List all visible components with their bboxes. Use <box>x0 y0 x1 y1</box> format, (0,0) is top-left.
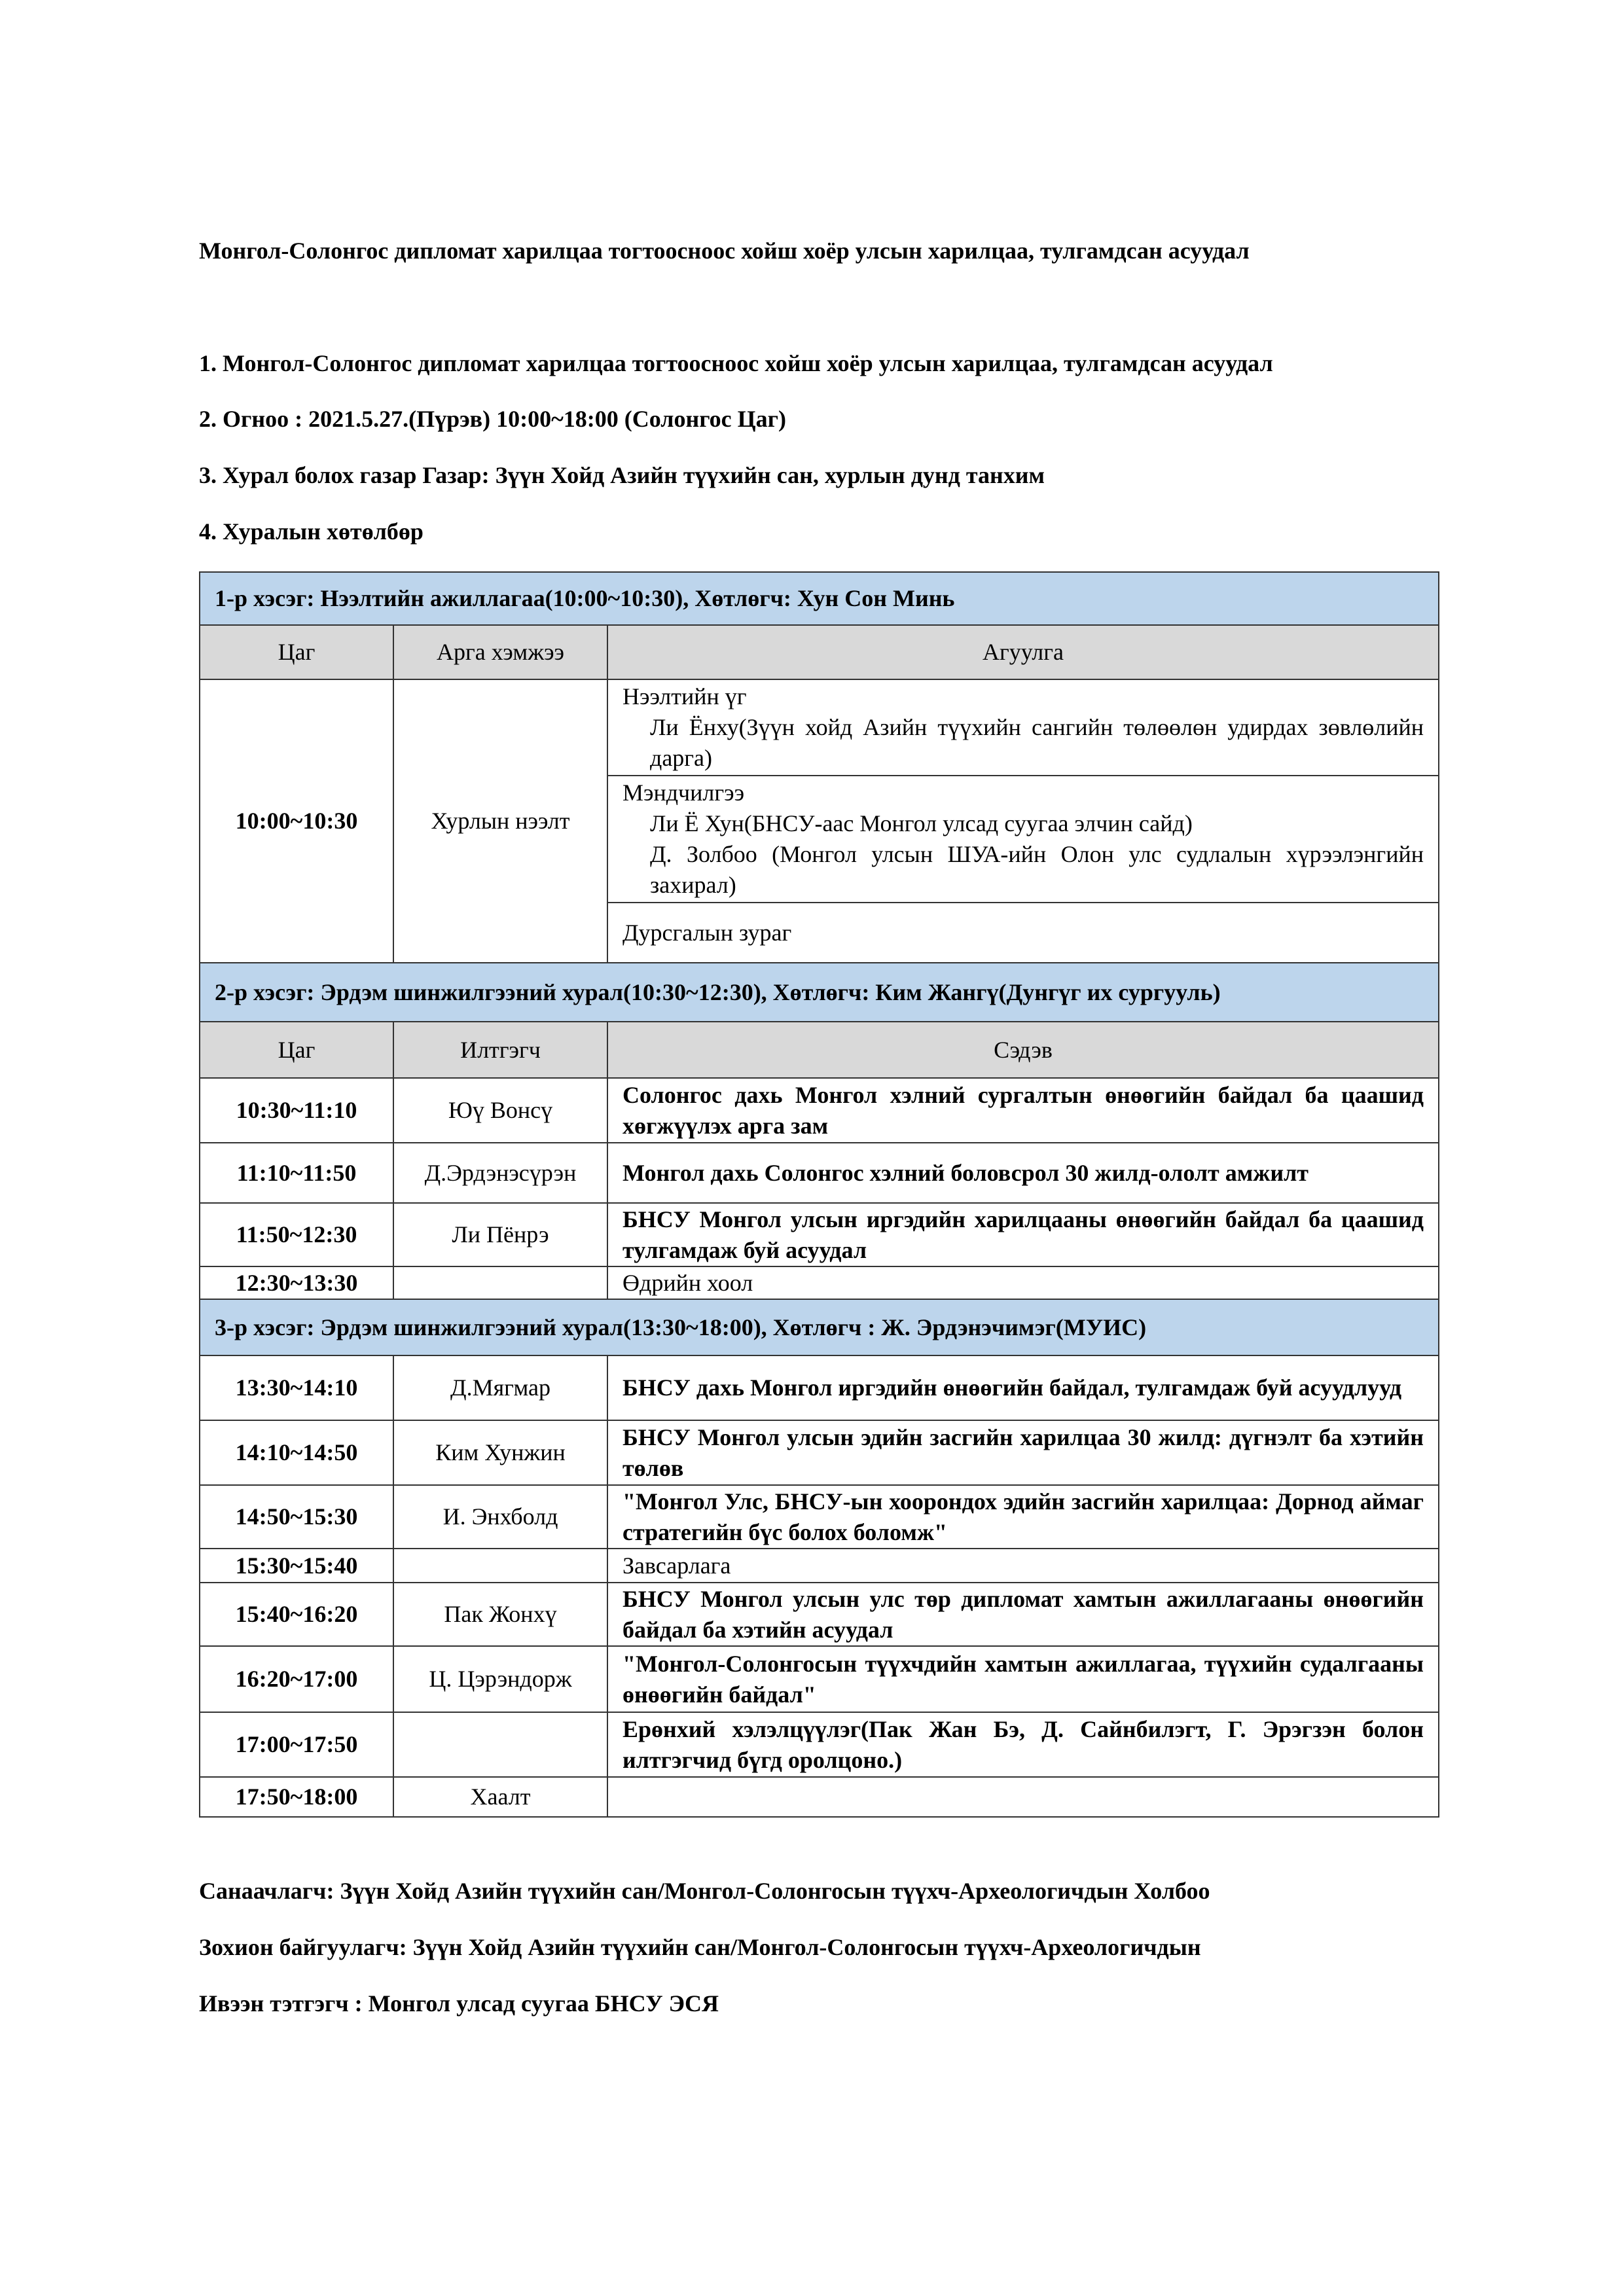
table-row: 12:30~13:30 Өдрийн хоол <box>200 1266 1439 1299</box>
column-header-row: Цаг Арга хэмжээ Агуулга <box>200 625 1439 679</box>
table-row <box>200 679 1439 776</box>
item-date: 2. Огноо : 2021.5.27.(Пүрэв) 10:00~18:00 (Солонгос Цаг) <box>199 406 786 432</box>
content-cell: Дурсгалын зураг <box>607 903 1439 963</box>
item-title: 1. Монгол-Солонгос дипломат харилцаа тогтоосноос хойш хоёр улсын харилцаа, тулгамдсан асуудал <box>199 350 1273 376</box>
item-venue: 3. Хурал болох газар Газар: Зүүн Хойд Азийн түүхийн сан, хурлын дунд танхим <box>199 462 1045 488</box>
table-row: 17:00~17:50 Ерөнхий хэлэлцүүлэг(Пак Жан Бэ, Д. Сайнбилэгт, Г. Эрэгзэн болон илтгэгчид бүгд оролцоно.) <box>200 1712 1439 1777</box>
item-program: 4. Хуралын хөтөлбөр <box>199 518 424 545</box>
time-cell: 10:00~10:30 <box>200 679 393 963</box>
document-title: Монгол-Солонгос дипломат харилцаа тогтоосноос хойш хоёр улсын харилцаа, тулгамдсан асуудал <box>199 238 1250 264</box>
column-header-row: Цаг Илтгэгч Сэдэв <box>200 1022 1439 1078</box>
session-header: 1-р хэсэг: Нээлтийн ажиллагаа(10:00~10:30), Хөтлөгч: Хун Сон Минь <box>200 572 1439 625</box>
table-row: 11:50~12:30 Ли Пёнрэ БНСУ Монгол улсын иргэдийн харилцааны өнөөгийн байдал ба цаашид тулгамдаж буй асуудал <box>200 1203 1439 1266</box>
footer-organizer: Зохион байгуулагч: Зүүн Хойд Азийн түүхийн сан/Монгол-Солонгосын түүхч-Археологичдын <box>199 1934 1201 1960</box>
footer-sponsor: Ивээн тэтгэгч : Монгол улсад суугаа БНСУ ЭСЯ <box>199 1990 719 2017</box>
content-cell: Мэндчилгээ Ли Ё Хун(БНСУ-аас Монгол улсад суугаа элчин сайд) Д. Золбоо (Монгол улсын ШУА-ийн Олон улс судлалын хүрээлэнгийн захирал) <box>607 776 1439 903</box>
table-row: 15:40~16:20 Пак Жонхү БНСУ Монгол улсын улс төр дипломат хамтын ажиллагааны өнөөгийн байдал ба хэтийн асуудал <box>200 1583 1439 1646</box>
event-cell: Хурлын нээлт <box>393 679 607 963</box>
table-row: 14:10~14:50 Ким Хунжин БНСУ Монгол улсын эдийн засгийн харилцаа 30 жилд: дүгнэлт ба хэтийн төлөв <box>200 1420 1439 1485</box>
table-row: 16:20~17:00 Ц. Цэрэндорж "Монгол-Солонгосын түүхчдийн хамтын ажиллагаа, түүхийн судалгааны өнөөгийн байдал" <box>200 1646 1439 1712</box>
table-row: 10:30~11:10 Юү Вонсү Солонгос дахь Монгол хэлний сургалтын өнөөгийн байдал ба цаашид хөгжүүлэх арга зам <box>200 1078 1439 1143</box>
session-header: 3-р хэсэг: Эрдэм шинжилгээний хурал(13:30~18:00), Хөтлөгч : Ж. Эрдэнэчимэг(МУИС) <box>200 1299 1439 1355</box>
footer-initiator: Санаачлагч: Зүүн Хойд Азийн түүхийн сан/Монгол-Солонгосын түүхч-Археологичдын Холбоо <box>199 1878 1210 1904</box>
session-header: 2-р хэсэг: Эрдэм шинжилгээний хурал(10:30~12:30), Хөтлөгч: Ким Жангү(Дунгүг их сургууль) <box>200 963 1439 1022</box>
table-row: 11:10~11:50 Д.Эрдэнэсүрэн Монгол дахь Солонгос хэлний боловсрол 30 жилд-ололт амжилт <box>200 1143 1439 1203</box>
table-row: 13:30~14:10 Д.Мягмар БНСУ дахь Монгол иргэдийн өнөөгийн байдал, тулгамдаж буй асуудлууд <box>200 1355 1439 1420</box>
table-row: 14:50~15:30 И. Энхболд "Монгол Улс, БНСУ-ын хоорондох эдийн засгийн харилцаа: Дорнод аймаг стратегийн бүс болох боломж" <box>200 1485 1439 1549</box>
program-table <box>199 571 1439 1818</box>
content-cell: Нээлтийн үг Ли Ёнху(Зүүн хойд Азийн түүхийн сангийн төлөөлөн удирдах зөвлөлийн дарга) <box>607 679 1439 776</box>
table-row: 15:30~15:40 Завсарлага <box>200 1549 1439 1583</box>
table-row: 17:50~18:00 Хаалт <box>200 1777 1439 1817</box>
